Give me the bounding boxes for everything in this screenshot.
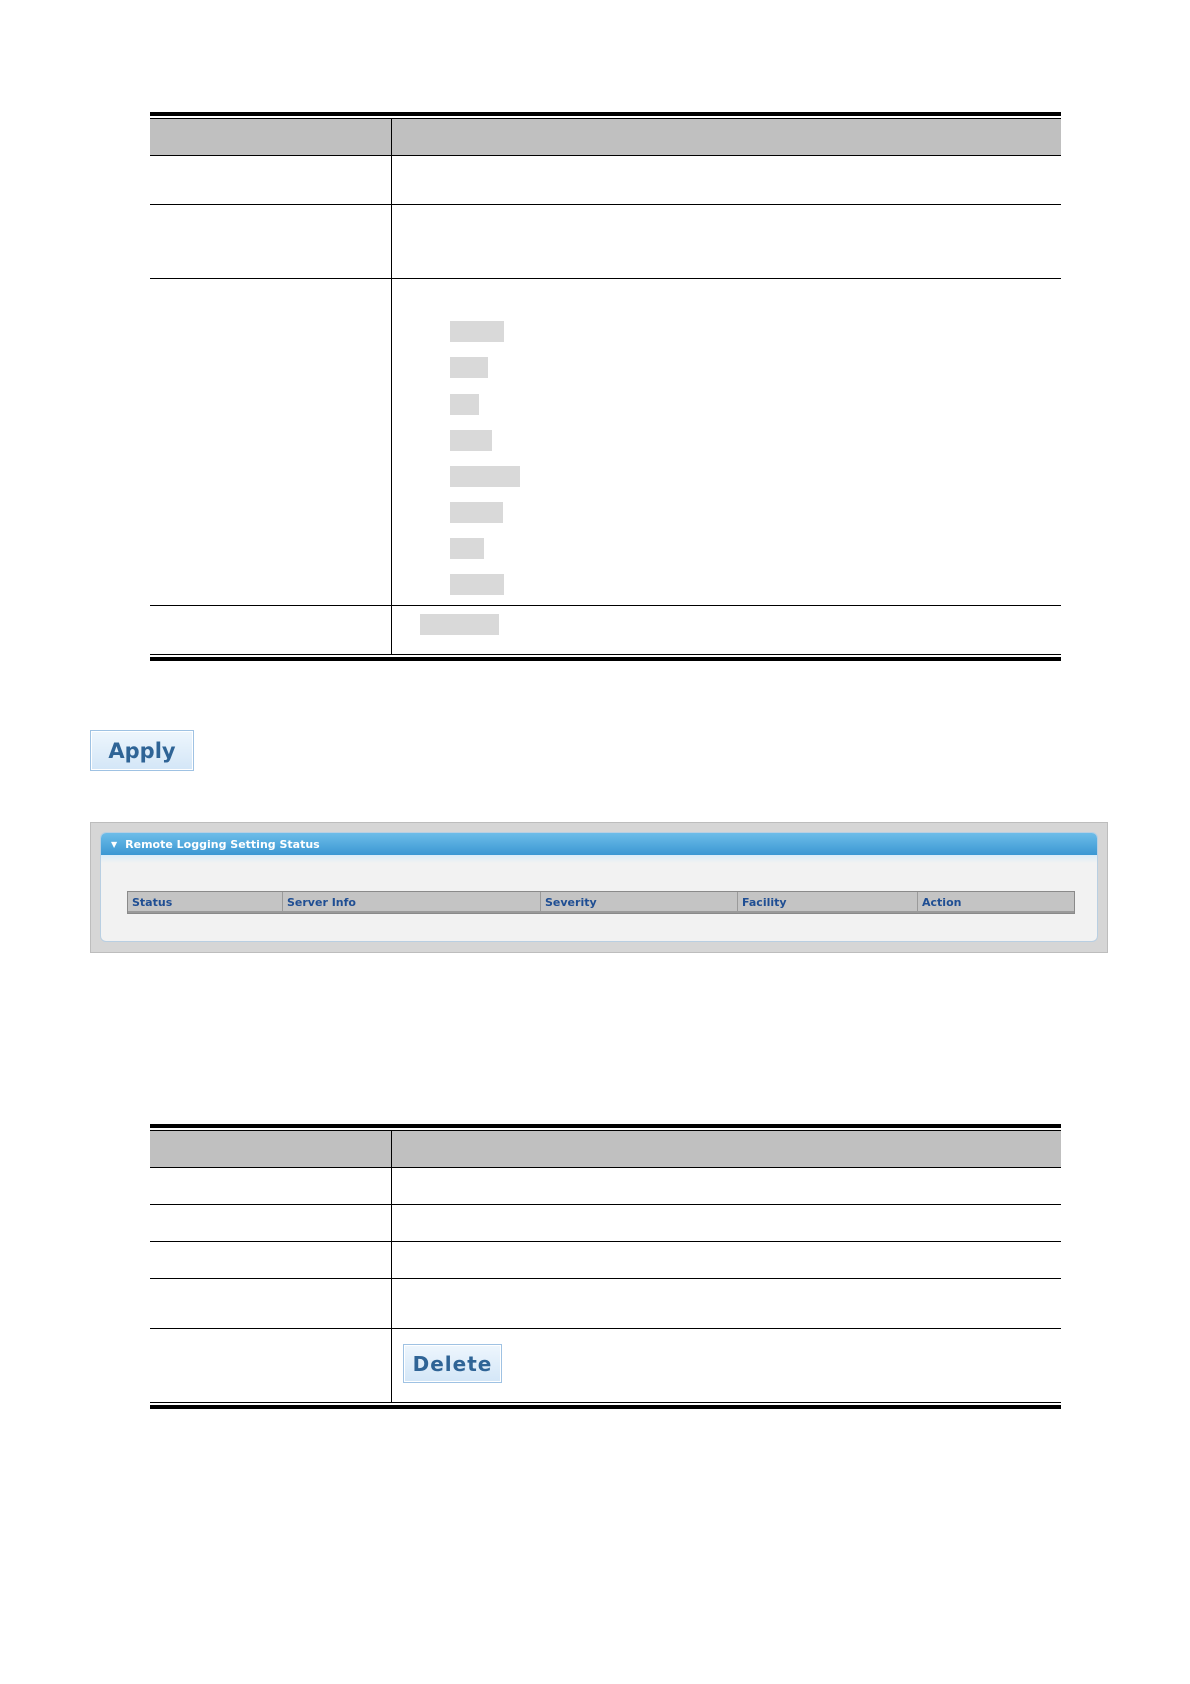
delete-button-label: Delete — [412, 1351, 493, 1376]
table-bottom-rule-thin — [150, 654, 1061, 655]
apply-button[interactable] — [90, 730, 194, 771]
header-object-cell — [150, 119, 392, 155]
delete-button[interactable] — [403, 1344, 502, 1383]
header-description-cell — [392, 119, 1061, 155]
column-server-info: Server Info — [283, 892, 541, 913]
description-cell — [392, 279, 1061, 605]
object-cell — [150, 156, 392, 204]
table-row — [150, 205, 1061, 279]
highlighted-term — [420, 614, 499, 635]
list-item-highlight — [450, 538, 484, 559]
object-cell — [150, 1168, 392, 1204]
panel-header-fade — [101, 855, 1097, 863]
list-item-highlight — [450, 574, 504, 595]
table-header-row — [150, 119, 1061, 156]
object-description-table-1 — [150, 112, 1061, 661]
header-description-cell — [392, 1131, 1061, 1167]
table-bottom-rule — [150, 657, 1061, 661]
table-row — [150, 1168, 1061, 1205]
table-top-rule — [150, 1124, 1061, 1128]
object-cell — [150, 1329, 392, 1402]
table-row — [150, 1242, 1061, 1279]
table-row — [150, 606, 1061, 654]
description-cell — [392, 156, 1061, 204]
description-cell — [392, 205, 1061, 278]
table-row — [150, 1279, 1061, 1329]
table-header-row — [150, 1131, 1061, 1168]
list-item-highlight — [450, 502, 503, 523]
panel-header[interactable] — [101, 833, 1097, 855]
column-status: Status — [128, 892, 283, 913]
description-cell — [392, 1242, 1061, 1278]
object-cell — [150, 1242, 392, 1278]
table-row — [150, 1205, 1061, 1242]
panel-title: Remote Logging Setting Status — [125, 837, 320, 851]
list-item-highlight — [450, 466, 520, 487]
header-object-cell — [150, 1131, 392, 1167]
object-cell — [150, 606, 392, 654]
remote-logging-status-panel — [100, 832, 1098, 942]
table-row-severity-list — [150, 279, 1061, 606]
collapse-caret-icon[interactable]: ▼ — [111, 839, 118, 849]
apply-button-label: Apply — [108, 738, 176, 763]
object-cell — [150, 279, 392, 605]
description-cell — [392, 1279, 1061, 1328]
description-cell — [392, 1205, 1061, 1241]
table-row-action — [150, 1329, 1061, 1402]
table-bottom-rule — [150, 1405, 1061, 1409]
object-description-table-2 — [150, 1124, 1061, 1409]
column-facility: Facility — [738, 892, 918, 913]
list-item-highlight — [450, 357, 488, 378]
description-cell — [392, 606, 1061, 654]
list-item-highlight — [450, 430, 492, 451]
description-cell — [392, 1168, 1061, 1204]
column-action: Action — [922, 896, 962, 909]
list-item-highlight — [450, 394, 479, 415]
table-top-rule — [150, 112, 1061, 116]
status-table-header — [127, 891, 1075, 914]
object-cell — [150, 1205, 392, 1241]
list-item-highlight — [450, 321, 504, 342]
object-cell — [150, 205, 392, 278]
object-cell — [150, 1279, 392, 1328]
screenshot-frame — [90, 822, 1108, 953]
description-cell — [392, 1329, 1061, 1402]
table-row — [150, 156, 1061, 205]
column-severity: Severity — [541, 892, 738, 913]
table-bottom-rule-thin — [150, 1402, 1061, 1403]
